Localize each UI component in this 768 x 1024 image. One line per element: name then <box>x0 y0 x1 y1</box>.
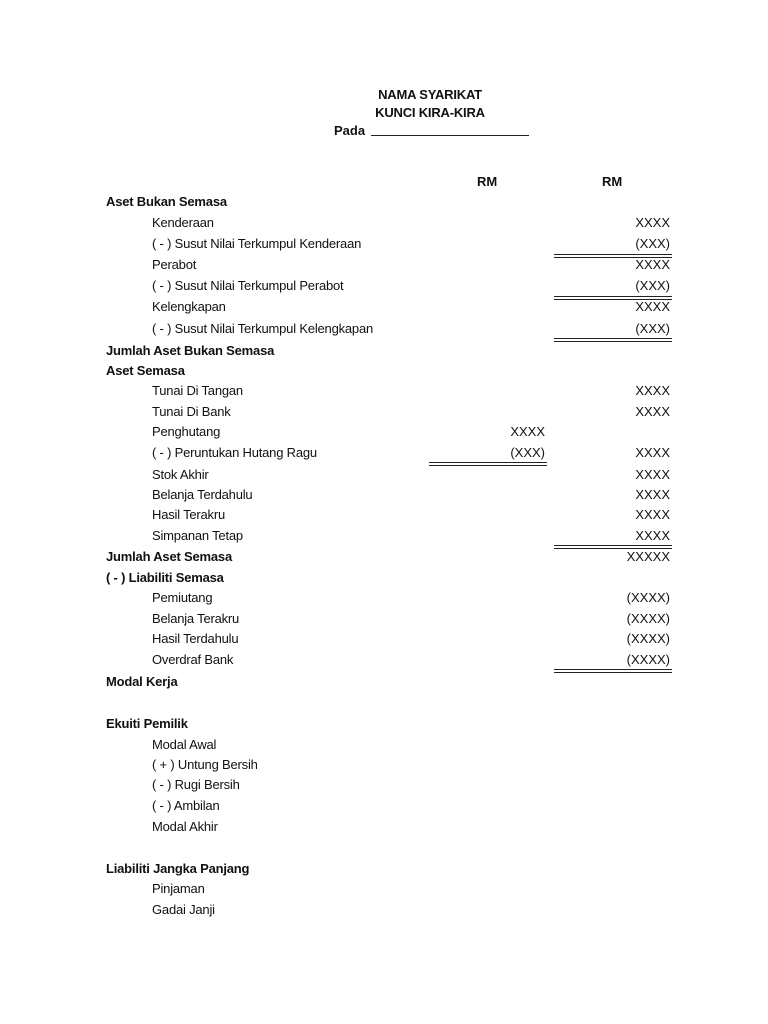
line-item-label: ( - ) Susut Nilai Terkumpul Kelengkapan <box>152 321 374 336</box>
amount-col-2: XXXX <box>635 215 670 230</box>
line-item-label: ( - ) Ambilan <box>152 798 220 813</box>
amount-col-1: (XXX) <box>510 445 545 460</box>
line-item-label: Perabot <box>152 257 197 272</box>
amount-col-2: XXXX <box>635 299 670 314</box>
line-item-label: ( - ) Rugi Bersih <box>152 777 240 792</box>
double-rule <box>554 296 672 300</box>
statement-row <box>0 487 768 507</box>
line-item-label: ( - ) Peruntukan Hutang Ragu <box>152 445 317 460</box>
line-item-label: Pinjaman <box>152 881 205 896</box>
date-label: Pada <box>334 123 366 138</box>
amount-col-2: (XXXX) <box>626 611 670 626</box>
line-item-label: Gadai Janji <box>152 902 215 917</box>
amount-col-2: XXXX <box>635 445 670 460</box>
double-rule <box>554 254 672 258</box>
statement-row <box>0 363 768 383</box>
line-item-label: Hasil Terakru <box>152 507 226 522</box>
line-item-label: Pemiutang <box>152 590 213 605</box>
section-heading: Jumlah Aset Semasa <box>106 549 232 564</box>
statement-row <box>0 236 768 256</box>
statement-row <box>0 819 768 839</box>
statement-row <box>0 716 768 736</box>
statement-title: KUNCI KIRA-KIRA <box>375 105 485 120</box>
amount-col-2: XXXX <box>635 467 670 482</box>
line-item-label: Hasil Terdahulu <box>152 631 239 646</box>
statement-row <box>0 445 768 465</box>
statement-row <box>0 902 768 922</box>
line-item-label: Kenderaan <box>152 215 214 230</box>
statement-row <box>0 798 768 818</box>
statement-row <box>0 467 768 487</box>
statement-row <box>0 278 768 298</box>
section-heading: Aset Bukan Semasa <box>106 194 227 209</box>
column-header-rm-1: RM <box>477 174 498 189</box>
amount-col-2: XXXX <box>635 507 670 522</box>
statement-row <box>0 549 768 569</box>
double-rule <box>429 462 547 466</box>
statement-row <box>0 631 768 651</box>
section-heading: Jumlah Aset Bukan Semasa <box>106 343 275 358</box>
statement-row <box>0 590 768 610</box>
line-item-label: Modal Akhir <box>152 819 218 834</box>
statement-row <box>0 194 768 214</box>
double-rule <box>554 338 672 342</box>
line-item-label: Penghutang <box>152 424 221 439</box>
statement-row <box>0 757 768 777</box>
statement-row <box>0 737 768 757</box>
statement-row <box>0 570 768 590</box>
statement-row <box>0 383 768 403</box>
line-item-label: Overdraf Bank <box>152 652 234 667</box>
line-item-label: ( - ) Susut Nilai Terkumpul Kenderaan <box>152 236 362 251</box>
amount-col-2: XXXX <box>635 528 670 543</box>
amount-col-2: (XXXX) <box>626 631 670 646</box>
double-rule <box>554 545 672 549</box>
amount-col-2: XXXX <box>635 383 670 398</box>
amount-col-2: (XXXX) <box>626 590 670 605</box>
amount-col-2: XXXXX <box>626 549 670 564</box>
statement-row <box>0 777 768 797</box>
date-line <box>334 123 529 138</box>
double-rule <box>554 669 672 673</box>
statement-row <box>0 257 768 277</box>
line-item-label: Simpanan Tetap <box>152 528 243 543</box>
statement-row <box>0 215 768 235</box>
amount-col-2: (XXXX) <box>626 652 670 667</box>
statement-row <box>0 507 768 527</box>
statement-row <box>0 299 768 319</box>
line-item-label: ( + ) Untung Bersih <box>152 757 258 772</box>
statement-row <box>0 404 768 424</box>
amount-col-2: XXXX <box>635 257 670 272</box>
line-item-label: Belanja Terdahulu <box>152 487 253 502</box>
section-heading: Aset Semasa <box>106 363 185 378</box>
line-item-label: Modal Awal <box>152 737 217 752</box>
section-heading: ( - ) Liabiliti Semasa <box>106 570 224 585</box>
section-heading: Ekuiti Pemilik <box>106 716 188 731</box>
statement-row <box>0 881 768 901</box>
company-name: NAMA SYARIKAT <box>378 87 482 102</box>
line-item-label: Tunai Di Tangan <box>152 383 243 398</box>
line-item-label: ( - ) Susut Nilai Terkumpul Perabot <box>152 278 344 293</box>
statement-row <box>0 424 768 444</box>
statement-row <box>0 861 768 881</box>
line-item-label: Tunai Di Bank <box>152 404 231 419</box>
amount-col-2: (XXX) <box>635 236 670 251</box>
line-item-label: Kelengkapan <box>152 299 226 314</box>
line-item-label: Stok Akhir <box>152 467 209 482</box>
statement-row <box>0 343 768 363</box>
section-heading: Liabiliti Jangka Panjang <box>106 861 250 876</box>
line-item-label: Belanja Terakru <box>152 611 240 626</box>
statement-row <box>0 674 768 694</box>
column-header-rm-2: RM <box>602 174 623 189</box>
amount-col-2: (XXX) <box>635 321 670 336</box>
amount-col-1: XXXX <box>510 424 545 439</box>
amount-col-2: (XXX) <box>635 278 670 293</box>
amount-col-2: XXXX <box>635 404 670 419</box>
statement-row <box>0 611 768 631</box>
date-blank <box>371 123 529 136</box>
section-heading: Modal Kerja <box>106 674 178 689</box>
amount-col-2: XXXX <box>635 487 670 502</box>
